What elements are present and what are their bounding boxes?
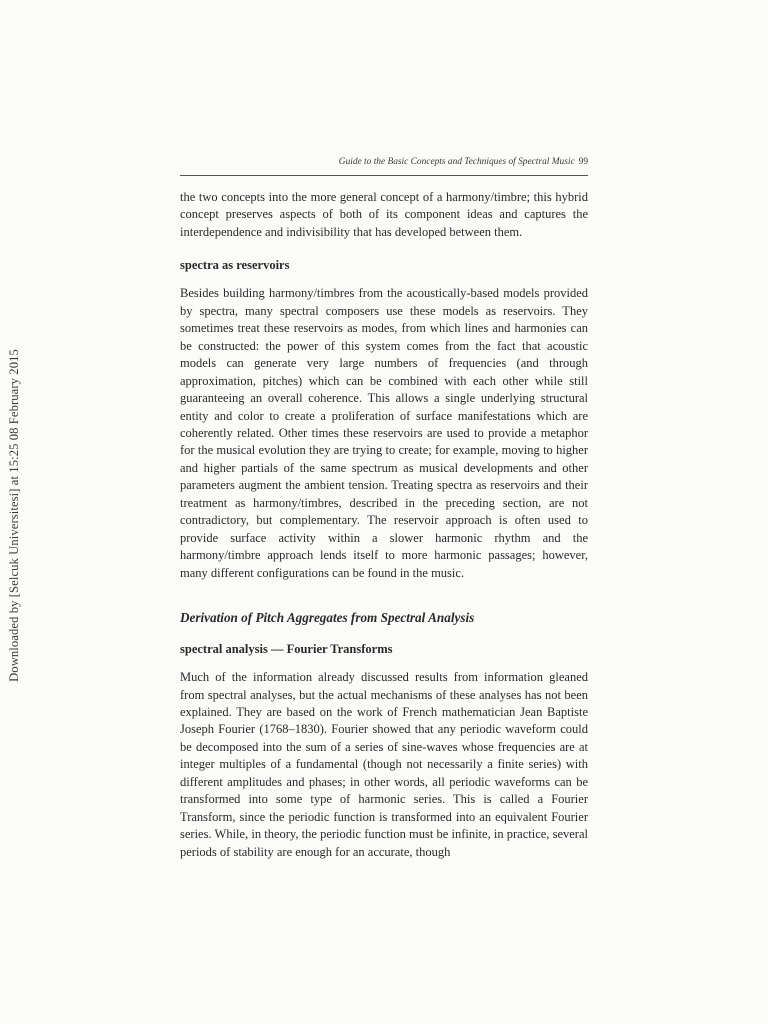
reservoirs-paragraph: Besides building harmony/timbres from the acoustically-based models provided by spectra, many spectral composers use these models as reservoirs. They sometimes treat these reservoirs as modes, from which lines and harmonies can be constructed: the power of this system comes from the fact that acoustic models can generate very large numbers of frequencies (and through approximation, pitches) which can be combined with each other while still guaranteeing an overall coherence. This allows a single underlying structural entity and color to create a proliferation of surface manifestations which are coherently related. Other times these reservoirs are used to provide a metaphor for the musical evolution they are trying to create; for example, moving to higher and higher partials of the same spectrum as musical developments and other parameters augment the ambient tension. Treating spectra as reservoirs and their treatment as harmony/timbres, described in the preceding section, are not contradictory, but complementary. The reservoir approach is often used to provide surface activity within a slower harmonic rhythm and the harmony/timbre approach lends itself to more harmonic passages; however, many different configurations can be found in the music. bbox=[180, 286, 588, 580]
section-heading-derivation: Derivation of Pitch Aggregates from Spectral Analysis bbox=[180, 610, 475, 626]
fourier-paragraph: Much of the information already discussed results from information gleaned from spectral analyses, but the actual mechanisms of these analyses has not been explained. They are based on the work of French mathematician Jean Baptiste Joseph Fourier (1768–1830). Fourier showed that any periodic waveform could be decomposed into the sum of a series of sine-waves whose frequencies are at integer multiples of a fundamental (though not necessarily a finite series) with different amplitudes and phases; in other words, all periodic waveforms can be transformed into some type of harmonic series. This is called a Fourier Transform, since the periodic function is transformed into an equivalent Fourier series. While, in theory, the periodic function must be infinite, in practice, several periods of stability are enough for an accurate, though bbox=[180, 670, 588, 859]
running-head-title: Guide to the Basic Concepts and Techniques of Spectral Music bbox=[338, 157, 575, 167]
page-number: 99 bbox=[578, 157, 588, 167]
section-heading-reservoirs: spectra as reservoirs bbox=[180, 258, 290, 273]
section-heading-fourier: spectral analysis — Fourier Transforms bbox=[180, 642, 393, 657]
header-rule bbox=[180, 175, 588, 176]
intro-paragraph: the two concepts into the more general concept of a harmony/timbre; this hybrid concept preserves aspects of both of its component ideas and captures the interdependence and indivisibility that has developed between them. bbox=[180, 190, 588, 239]
download-watermark bbox=[2, 345, 26, 685]
running-head bbox=[180, 157, 588, 167]
body-text bbox=[180, 189, 588, 861]
download-watermark-text: Downloaded by [Selcuk Universitesi] at 15:25 08 February 2015 bbox=[6, 348, 21, 682]
